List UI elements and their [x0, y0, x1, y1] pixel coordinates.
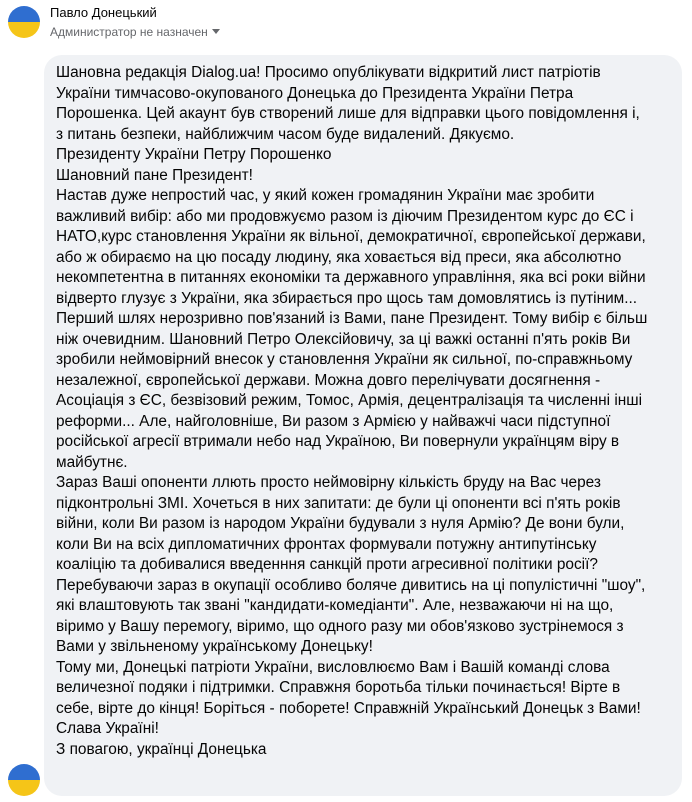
conversation-header — [0, 0, 692, 44]
message-line: України тимчасово-окупованого Донецька до Президента України Петра — [56, 84, 574, 102]
message-text — [56, 63, 672, 760]
message-line: Слава Україні! — [56, 720, 159, 737]
admin-status-label: Администратор не назначен — [50, 25, 208, 39]
message-line: незалежної, європейської держави. Можна довго перелічувати досягнення - — [56, 371, 601, 389]
message-line: величезної подяки і підтримки. Справжня боротьба тільки починається! Вірте в — [56, 679, 621, 696]
message-line: коаліцію та добивалися введенння санкцій проти агресивної політики росії? — [56, 556, 598, 573]
message-line: відверто глузує з України, яка збирається про щось там домовлятись із путіним... — [56, 289, 638, 307]
message-line: які влаштовують так звані "кандидати-комедіанти". Але, незважаючи ні на що, — [56, 597, 614, 614]
message-line: Зараз Ваші опоненти ллють просто неймовірну кількість бруду на Вас через — [56, 474, 601, 491]
message-line: Асоціація з ЄС, безвізовий режим, Томос, Армія, децентралізація та численні інші — [56, 392, 643, 409]
flag-blue-stripe — [8, 764, 40, 780]
message-line: з питань безпеки, найближчим часом буде видалений. Дякуємо. — [56, 125, 515, 143]
message-line: зробили неймовірний внесок у становлення України як сильної, по-справжньому — [56, 351, 633, 368]
message-line: Перший шлях нерозривно пов'язаний із Вами, пане Президент. Тому вибір є більш — [56, 310, 648, 327]
message-line: Тому ми, Донецькі патріоти України, висловлюємо Вам і Вашій команді слова — [56, 658, 610, 676]
message-line: НАТО,курс становлення України як вільної, демократичної, європейської держави, — [56, 228, 646, 245]
ukraine-flag-icon[interactable] — [8, 6, 40, 38]
caret-down-icon — [212, 29, 220, 34]
message-line: некомпетентна в питаннях економіки та державного управління, яка всі роки війни — [56, 269, 646, 286]
admin-status-dropdown[interactable] — [50, 25, 220, 39]
message-line: ніж очевидним. Шановний Петро Олексійовичу, за ці важкі останні п'ять років Ви — [56, 330, 631, 348]
message-line: коли Ви на всіх дипломатичних фронтах формували потужну антипутінську — [56, 535, 597, 553]
message-line: війни, коли Ви разом із народом України будували з нуля Армію? Де вони були, — [56, 515, 625, 532]
message-line: Вами у звільненому українському Донецьку! — [56, 638, 373, 655]
message-line: віримо у Вашу перемогу, віримо, що одного разу ми обов'язково зустрінемося з — [56, 617, 624, 635]
message-line: російської агресії втримали небо над Україною, Ви повернули українцям віру в — [56, 433, 620, 450]
flag-yellow-stripe — [8, 22, 40, 38]
ukraine-flag-icon[interactable] — [8, 764, 40, 796]
message-line: себе, вірте до кінця! Боріться - поборете! Справжній Український Донецьк з Вами! — [56, 699, 641, 717]
message-line: реформи... Але, найголовніше, Ви разом з Армією у найважчі часи підступної — [56, 412, 611, 430]
flag-yellow-stripe — [8, 780, 40, 796]
message-line: майбутнє. — [56, 453, 128, 471]
message-line: Президенту України Петру Порошенко — [56, 146, 332, 163]
flag-blue-stripe — [8, 6, 40, 22]
message-line: важливий вибір: або ми продовжуємо разом із діючим Президентом курс до ЄС і — [56, 207, 634, 225]
sender-name[interactable]: Павло Донецький — [50, 5, 157, 20]
message-line: Шановний пане Президент! — [56, 166, 253, 184]
message-line: або ж обираємо на цю посаду людину, яка ховається від преси, яка абсолютно — [56, 248, 622, 266]
message-line: З повагою, українці Донецька — [56, 740, 267, 758]
message-bubble — [44, 55, 682, 796]
message-line: Шановна редакція Dialog.ua! Просимо опублікувати відкритий лист патріотів — [56, 64, 601, 81]
message-line: Перебуваючи зараз в окупації особливо боляче дивитись на ці популістичні "шоу", — [56, 576, 646, 594]
message-line: Порошенка. Цей акаунт був створений лише для відправки цього повідомлення і, — [56, 105, 640, 122]
message-line: Настав дуже непростий час, у який кожен громадянин України має зробити — [56, 187, 595, 204]
message-line: підконтрольні ЗМІ. Хочеться в них запитати: де були ці опоненти всі п'ять років — [56, 494, 621, 512]
